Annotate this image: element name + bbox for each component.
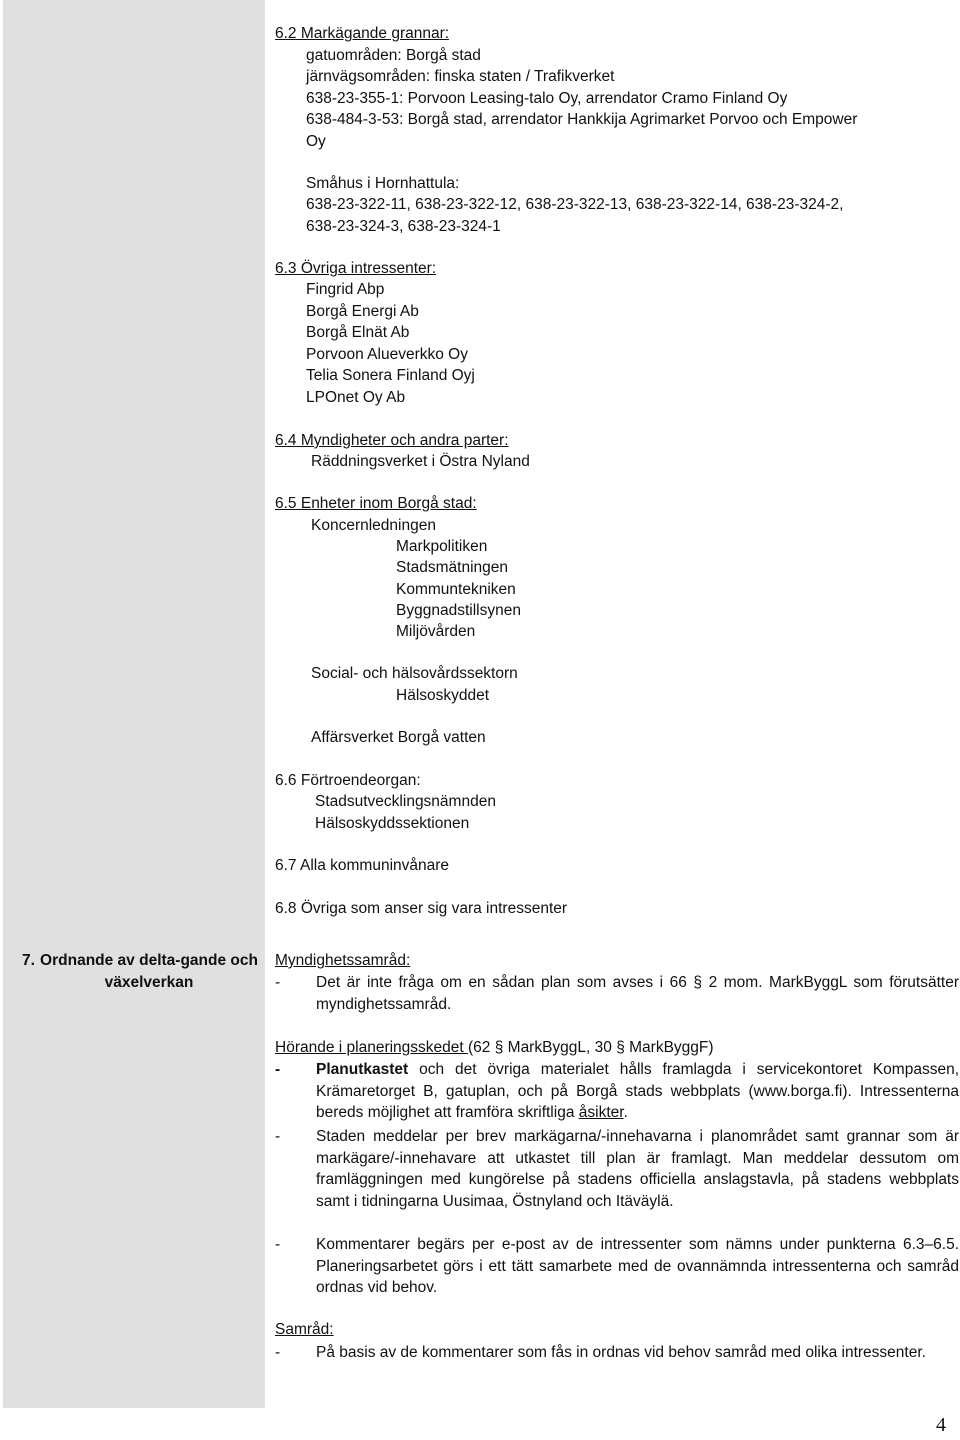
section-6-2-line: gatuområden: Borgå stad	[306, 47, 481, 64]
unit-group: Koncernledningen	[311, 517, 436, 534]
section-6-2-line: järnvägsområden: finska staten / Trafikverket	[306, 68, 615, 85]
section-6-7-heading: 6.7 Alla kommuninvånare	[275, 857, 450, 874]
myndighetssamrad-heading: Myndighetssamråd:	[275, 952, 411, 969]
unit-item: Byggnadstillsynen	[396, 602, 521, 619]
unit-group: Social- och hälsovårdssektorn	[311, 665, 518, 682]
list-item: Räddningsverket i Östra Nyland	[311, 453, 530, 470]
bullet-dash: -	[275, 1236, 281, 1253]
horande-bullet-1-text: och det övriga materialet hålls framlagda i servicekontoret Kompassen, Krämaretorget B, gatuplan, och på Borgå stads webbplats (www.borga.fi). Intressenterna bereds möjlighet att framföra skriftliga	[316, 1061, 959, 1121]
horande-heading	[275, 1038, 714, 1058]
samrad-text: På basis av de kommentarer som fås in ordnas vid behov samråd med olika intressenter.	[316, 1344, 926, 1361]
unit-group: Affärsverket Borgå vatten	[311, 729, 486, 746]
section-6-5-heading: 6.5 Enheter inom Borgå stad:	[275, 495, 477, 512]
unit-item: Miljövården	[396, 623, 476, 640]
list-item: Porvoon Alueverkko Oy	[306, 346, 468, 363]
horande-bullet-3: Kommentarer begärs per e-post av de intressenter som nämns under punkterna 6.3–6.5. Planeringsarbetet görs i ett tätt samarbete med de ovannämnda intressenterna och samråd ordnas vid behov.	[316, 1236, 959, 1296]
horande-bullet-1-end: .	[623, 1104, 628, 1121]
samrad-heading: Samråd:	[275, 1321, 334, 1338]
unit-item: Markpolitiken	[396, 538, 488, 555]
list-item: Stadsutvecklingsnämnden	[315, 793, 496, 810]
section-6-2-line: 638-23-355-1: Porvoon Leasing-talo Oy, arrendator Cramo Finland Oy	[306, 90, 788, 107]
section-6-2-line: Småhus i Hornhattula:	[306, 175, 460, 192]
section-6-3-heading: 6.3 Övriga intressenter:	[275, 260, 437, 277]
list-item: Borgå Energi Ab	[306, 303, 419, 320]
horande-bullet-2: Staden meddelar per brev markägarna/-innehavarna i planområdet samt grannar som är markägare/-innehavare att utkastet till plan är framlagt. Man meddelar dessutom om framläggningen med kungörelse på stadens officiella anslagstavla, på stadens webbplats samt i tidningarna Uusimaa, Östnyland och Itäväylä.	[316, 1128, 959, 1210]
left-margin-column	[3, 0, 265, 1408]
section-6-4-heading: 6.4 Myndigheter och andra parter:	[275, 432, 509, 449]
section-6-2-line: 638-23-322-11, 638-23-322-12, 638-23-322-13, 638-23-322-14, 638-23-324-2,	[306, 196, 844, 213]
section-6-2-line: 638-484-3-53: Borgå stad, arrendator Hankkija Agrimarket Porvoo och Empower	[306, 111, 858, 128]
list-item: LPOnet Oy Ab	[306, 389, 406, 406]
bullet-dash: -	[275, 1061, 281, 1078]
section-6-6-heading: 6.6 Förtroendeorgan:	[275, 772, 421, 789]
section-6-2-line: 638-23-324-3, 638-23-324-1	[306, 218, 501, 235]
list-item: Borgå Elnät Ab	[306, 324, 410, 341]
horande-heading-title: Hörande i planeringsskedet	[275, 1039, 469, 1056]
section-6-8-heading: 6.8 Övriga som anser sig vara intressenter	[275, 900, 568, 917]
section-7-heading: Ordnande av delta-gande och växelverkan	[40, 952, 258, 991]
asikter-link[interactable]: åsikter	[578, 1104, 624, 1121]
horande-bullet-1	[316, 1059, 959, 1124]
planutkastet-label: Planutkastet	[316, 1061, 409, 1078]
page-number: 4	[936, 1414, 946, 1436]
bullet-dash: -	[275, 974, 281, 991]
bullet-dash: -	[275, 1128, 281, 1145]
horande-heading-refs: (62 § MarkByggL, 30 § MarkByggF)	[468, 1039, 714, 1056]
section-7-number: 7.	[22, 952, 35, 969]
bullet-dash: -	[275, 1344, 281, 1361]
unit-item: Kommuntekniken	[396, 581, 516, 598]
section-6-2-heading: 6.2 Markägande grannar:	[275, 25, 450, 42]
list-item: Hälsoskyddssektionen	[315, 815, 470, 832]
unit-item: Hälsoskyddet	[396, 687, 490, 704]
list-item: Fingrid Abp	[306, 281, 385, 298]
list-item: Telia Sonera Finland Oyj	[306, 367, 475, 384]
myndighetssamrad-text: Det är inte fråga om en sådan plan som avses i 66 § 2 mom. MarkByggL som förutsätter myndighetssamråd.	[316, 974, 959, 1013]
unit-item: Stadsmätningen	[396, 559, 509, 576]
section-6-2-line: Oy	[306, 133, 326, 150]
